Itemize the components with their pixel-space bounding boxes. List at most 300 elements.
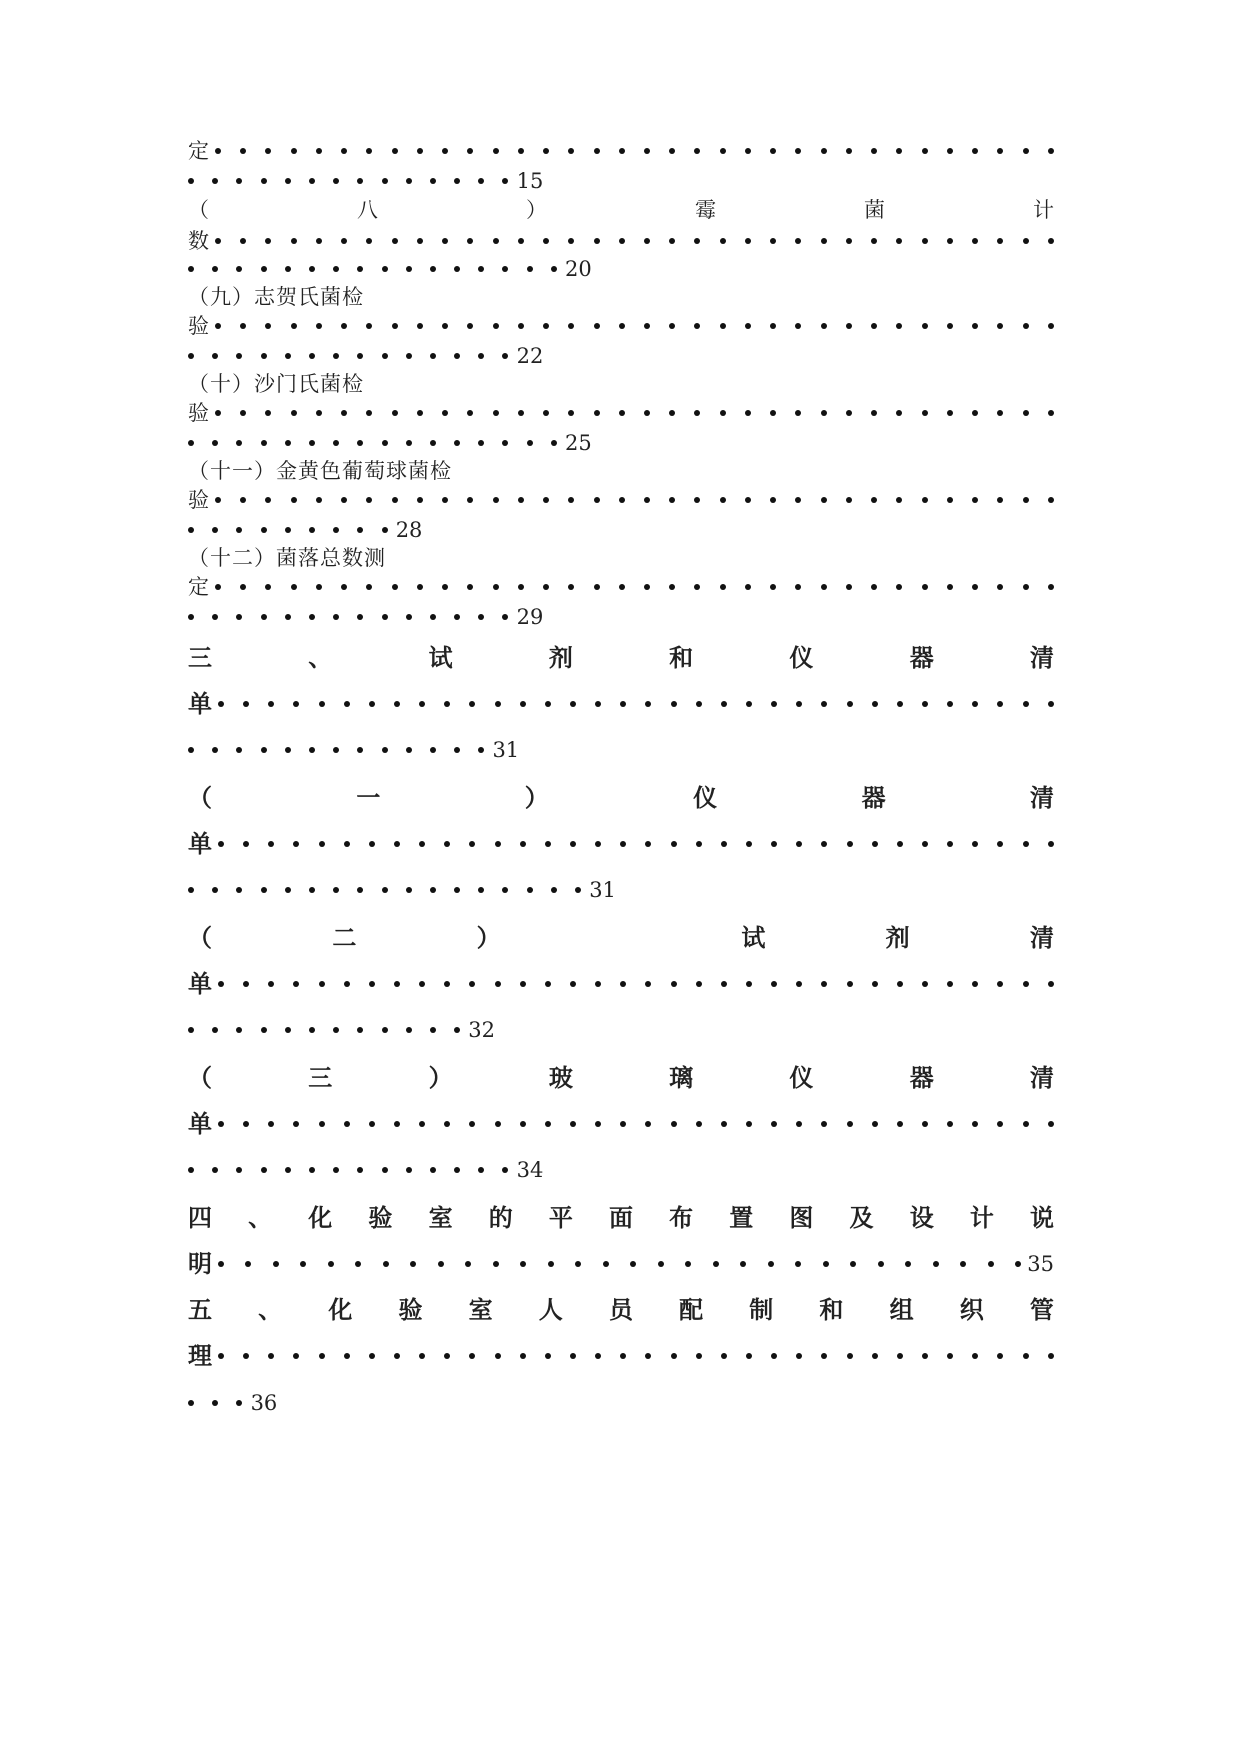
leader-dot [543,238,549,244]
leader-dot [430,1027,436,1033]
leader-dot [527,440,533,446]
leader-dot [1023,584,1029,590]
page-number: 20 [565,257,592,281]
leader-dot [922,584,928,590]
leader-dot [467,497,473,503]
leader-dot [188,1400,194,1406]
toc-leader-tail [188,602,1054,632]
leader-dot [430,178,436,184]
leader-dot [972,323,978,329]
page-number: 29 [516,605,544,629]
leader-dot [333,266,339,272]
title-char: 化 [308,1203,333,1232]
leader-dot [897,701,903,707]
leader-dot [333,1167,339,1173]
leader-dot [897,841,903,847]
leader-dot [333,527,339,533]
title-char: 霉 [695,198,716,222]
leader-dot [721,1121,727,1127]
toc-title: （十二）菌落总数测 [188,546,386,570]
leader-dot [430,614,436,620]
title-char: 、 [258,1295,283,1324]
leader-dot [997,148,1003,154]
title-char: 清 [1029,1063,1054,1092]
leader-dot [947,981,953,987]
leader-dot [382,1027,388,1033]
leader-dot [261,440,267,446]
leader-dot [518,584,524,590]
dot-leader [218,841,1054,847]
title-char: 五 [188,1295,212,1324]
toc-leader-tail [188,341,1054,371]
leader-dot [746,1353,752,1359]
leader-dot [795,323,801,329]
leader-dot [1048,701,1054,707]
leader-dot [644,410,650,416]
leader-dot [495,701,501,707]
leader-dot [309,887,315,893]
title-last-char: 单 [188,829,212,858]
leader-dot [366,497,372,503]
leader-dot [595,1353,601,1359]
leader-dot [896,497,902,503]
leader-dot [188,527,194,533]
leader-dot [694,323,700,329]
leader-dot [543,584,549,590]
leader-dot [392,497,398,503]
leader-dot [518,410,524,416]
leader-dot [218,841,224,847]
leader-dot [545,841,551,847]
leader-dot [382,440,388,446]
leader-dot [469,701,475,707]
leader-dot [551,887,557,893]
leader-dot [720,584,726,590]
title-char: 计 [969,1203,994,1232]
leader-dot [493,410,499,416]
leader-dot [972,701,978,707]
toc-leader-line [188,1338,1054,1374]
leader-dot [212,1027,218,1033]
leader-dot [1023,497,1029,503]
leader-dot [261,178,267,184]
leader-dot [357,353,363,359]
leader-dot [309,747,315,753]
leader-dot [215,323,221,329]
title-char: 器 [861,783,886,812]
leader-dot [821,981,827,987]
leader-dot [671,701,677,707]
toc-leader-tail [188,1152,1054,1188]
title-char: 、 [308,643,333,672]
leader-dot [382,178,388,184]
leader-dot [394,841,400,847]
page-number: 22 [516,344,544,368]
leader-dot [469,841,475,847]
leader-dot [821,148,827,154]
leader-dot [796,1121,802,1127]
leader-dot [478,614,484,620]
title-last-char: 验 [188,314,209,338]
title-char: 、 [248,1203,273,1232]
leader-dot [1023,410,1029,416]
leader-dot [619,497,625,503]
leader-dot [821,1121,827,1127]
title-last-char: 验 [188,401,209,425]
title-char: 面 [608,1203,633,1232]
leader-dot [285,1027,291,1033]
leader-dot [770,497,776,503]
leader-dot [467,410,473,416]
leader-dot [285,353,291,359]
leader-dot [997,701,1003,707]
leader-dot [645,1121,651,1127]
leader-dot [872,1121,878,1127]
leader-dot [796,701,802,707]
leader-dot [595,701,601,707]
leader-dot [341,148,347,154]
leader-dot [293,1121,299,1127]
leader-dot [240,497,246,503]
leader-dot [188,747,194,753]
leader-dot [988,1261,994,1267]
toc-leader-line [188,398,1054,428]
leader-dot [188,440,194,446]
toc-leader-tail [188,732,1054,768]
leader-dot [997,323,1003,329]
leader-dot [465,1261,471,1267]
leader-dot [947,148,953,154]
leader-dot [467,148,473,154]
title-last-char: 验 [188,488,209,512]
leader-dot [236,1027,242,1033]
leader-dot [355,1261,361,1267]
leader-dot [543,323,549,329]
leader-dot [493,1261,499,1267]
leader-dot [495,1353,501,1359]
leader-dot [821,497,827,503]
leader-dot [285,266,291,272]
leader-dot [847,841,853,847]
leader-dot [383,1261,389,1267]
title-char: 和 [669,643,694,672]
leader-dot [795,584,801,590]
page-number: 35 [1027,1252,1054,1276]
leader-dot [620,1353,626,1359]
leader-dot [720,148,726,154]
leader-dot [218,1261,224,1267]
leader-dot [1048,497,1054,503]
leader-dot [406,1027,412,1033]
dot-leader [218,1121,1054,1127]
leader-dot [570,841,576,847]
dot-leader [218,1353,1054,1359]
leader-dot [417,323,423,329]
leader-dot [495,841,501,847]
leader-dot [746,841,752,847]
leader-dot [568,584,574,590]
leader-dot [518,238,524,244]
leader-dot [770,584,776,590]
leader-dot [594,323,600,329]
leader-dot [316,410,322,416]
toc-leader-line [188,226,1054,256]
leader-dot [594,497,600,503]
leader-dot [527,887,533,893]
leader-dot [594,584,600,590]
leader-dot [265,323,271,329]
leader-dot [236,1167,242,1173]
leader-dot [740,1261,746,1267]
leader-dot [442,410,448,416]
title-char: 清 [1029,923,1054,952]
leader-dot [669,148,675,154]
leader-dot [671,841,677,847]
leader-dot [444,841,450,847]
leader-dot [419,701,425,707]
leader-dot [328,1261,334,1267]
leader-dot [273,1261,279,1267]
leader-dot [645,981,651,987]
page-number: 25 [565,431,592,455]
leader-dot [878,1261,884,1267]
leader-dot [419,1353,425,1359]
leader-dot [796,981,802,987]
leader-dot [319,1353,325,1359]
title-char: ） [526,198,547,222]
leader-dot [406,440,412,446]
title-char: 织 [959,1295,984,1324]
leader-dot [309,527,315,533]
leader-dot [603,1261,609,1267]
leader-dot [922,410,928,416]
leader-dot [823,1261,829,1267]
leader-dot [570,1121,576,1127]
leader-dot [694,238,700,244]
leader-dot [366,238,372,244]
leader-dot [261,1027,267,1033]
page-number: 31 [492,738,520,762]
leader-dot [1048,981,1054,987]
title-char: 仪 [789,643,814,672]
title-char: 仪 [789,1063,814,1092]
leader-dot [847,1121,853,1127]
leader-dot [243,1121,249,1127]
title-char: 器 [909,643,934,672]
leader-dot [236,747,242,753]
leader-dot [795,1261,801,1267]
leader-dot [671,1353,677,1359]
leader-dot [847,981,853,987]
toc-leader-line [188,1106,1054,1142]
leader-dot [309,440,315,446]
leader-dot [745,148,751,154]
leader-dot [658,1261,664,1267]
leader-dot [212,747,218,753]
leader-dot [795,410,801,416]
leader-dot [268,981,274,987]
leader-dot [933,1261,939,1267]
leader-dot [392,584,398,590]
leader-dot [960,1261,966,1267]
leader-dot [493,323,499,329]
leader-dot [669,410,675,416]
title-char: 仪 [693,783,718,812]
leader-dot [245,1261,251,1267]
leader-dot [671,981,677,987]
leader-dot [947,410,953,416]
leader-dot [333,178,339,184]
leader-dot [369,1121,375,1127]
leader-dot [357,527,363,533]
leader-dot [897,981,903,987]
leader-dot [594,148,600,154]
leader-dot [644,323,650,329]
leader-dot [630,1261,636,1267]
leader-dot [871,410,877,416]
title-char: 三 [188,643,212,672]
leader-dot [570,1353,576,1359]
title-char: 清 [1029,643,1054,672]
toc-leader-line [188,485,1054,515]
leader-dot [745,497,751,503]
leader-dot [745,410,751,416]
leader-dot [406,614,412,620]
title-char: 剂 [885,923,910,952]
leader-dot [896,238,902,244]
leader-dot [261,266,267,272]
leader-dot [669,497,675,503]
leader-dot [871,238,877,244]
leader-dot [696,1121,702,1127]
leader-dot [947,238,953,244]
leader-dot [770,148,776,154]
leader-dot [341,584,347,590]
leader-dot [341,238,347,244]
leader-dot [430,887,436,893]
dot-leader [218,701,1054,707]
leader-dot [771,841,777,847]
leader-dot [293,701,299,707]
leader-dot [406,353,412,359]
leader-dot [644,497,650,503]
leader-dot [502,266,508,272]
toc-leader-tail [188,166,1054,196]
leader-dot [218,1353,224,1359]
leader-dot [212,614,218,620]
leader-dot [972,1353,978,1359]
leader-dot [243,1353,249,1359]
leader-dot [620,841,626,847]
leader-dot [846,238,852,244]
leader-dot [291,410,297,416]
leader-dot [518,148,524,154]
leader-dot [1048,584,1054,590]
leader-dot [922,701,928,707]
title-last-char: 单 [188,1109,212,1138]
leader-dot [922,1353,928,1359]
leader-dot [285,614,291,620]
leader-dot [293,1353,299,1359]
leader-dot [369,981,375,987]
title-char: 和 [819,1295,844,1324]
leader-dot [502,178,508,184]
leader-dot [406,887,412,893]
leader-dot [394,1121,400,1127]
leader-dot [309,178,315,184]
leader-dot [369,841,375,847]
leader-dot [430,353,436,359]
leader-dot [344,701,350,707]
leader-dot [520,1353,526,1359]
leader-dot [694,148,700,154]
title-char: （ [188,923,212,952]
toc-title-spread [188,780,1054,816]
title-char: 配 [679,1295,704,1324]
leader-dot [285,747,291,753]
dot-leader [215,148,1054,154]
leader-dot [382,747,388,753]
leader-dot [454,266,460,272]
leader-dot [551,266,557,272]
title-char: （ [188,783,212,812]
leader-dot [268,1121,274,1127]
leader-dot [438,1261,444,1267]
title-char: 员 [608,1295,633,1324]
leader-dot [392,323,398,329]
leader-dot [871,584,877,590]
leader-dot [493,497,499,503]
leader-dot [721,981,727,987]
leader-dot [454,1167,460,1173]
leader-dot [218,1121,224,1127]
toc-leader-line [188,826,1054,862]
leader-dot [947,584,953,590]
title-char: 布 [669,1203,694,1232]
leader-dot [442,238,448,244]
leader-dot [236,353,242,359]
leader-dot [721,841,727,847]
leader-dot [972,981,978,987]
leader-dot [545,981,551,987]
leader-dot [309,266,315,272]
leader-dot [469,1353,475,1359]
leader-dot [896,584,902,590]
leader-dot [545,1353,551,1359]
leader-dot [493,584,499,590]
leader-dot [319,701,325,707]
toc-title-spread [188,920,1054,956]
title-char: 设 [909,1203,934,1232]
leader-dot [316,238,322,244]
leader-dot [745,584,751,590]
leader-dot [419,981,425,987]
leader-dot [972,238,978,244]
leader-dot [795,238,801,244]
leader-dot [382,1167,388,1173]
leader-dot [215,584,221,590]
leader-dot [821,323,827,329]
leader-dot [972,410,978,416]
leader-dot [548,1261,554,1267]
leader-dot [543,148,549,154]
leader-dot [619,410,625,416]
leader-dot [212,353,218,359]
title-char: 试 [741,923,766,952]
leader-dot [594,410,600,416]
leader-dot [685,1261,691,1267]
leader-dot [261,747,267,753]
